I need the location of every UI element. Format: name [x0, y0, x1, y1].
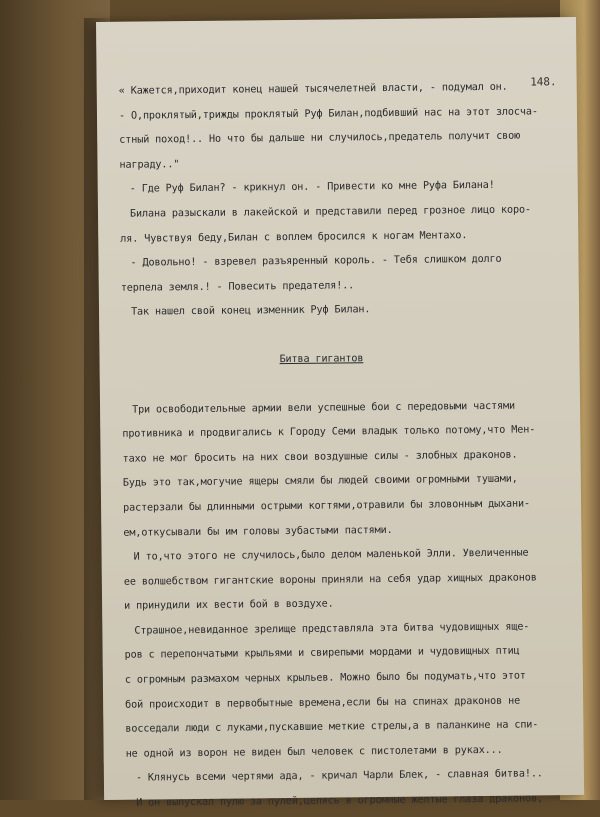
text-line: награду.."	[119, 158, 180, 171]
text-line: с огромным размахом черных крыльев. Можно было бы подумать,что этот	[124, 670, 526, 686]
text-line: бой происходит в первобытные времена,если бы на спинах драконов не	[125, 695, 521, 711]
text-line: противника и продвигались к Городу Семи владык только потому,что Мен-	[122, 424, 536, 440]
text-line: « Кажется,приходит конец нашей тысячелетней власти, - подумал он.	[118, 81, 508, 97]
text-line: - Где Руф Билан? - крикнул он. - Привести ко мне Руфа Билана!	[129, 180, 495, 196]
section-title: Битва гигантов	[279, 353, 364, 366]
text-line: ля. Чувствуя беду,Билан с воплем бросился к ногам Ментахо.	[120, 229, 468, 245]
text-line: Билана разыскали в лакейской и представили перед грозное лицо коро-	[129, 204, 531, 220]
text-line: И то,что этого не случилось,было делом маленькой Элли. Увеличенные	[133, 547, 529, 563]
text-line: ров с перепончатыми крыльями и свирепыми мордами и чудовищных птиц	[124, 646, 520, 662]
text-line: ем,откусывали бы им головы зубастыми пастями.	[123, 524, 393, 539]
page-text	[119, 75, 579, 816]
page-number: 148.	[530, 75, 557, 89]
text-line: не одной из ворон не виден был человек с пистолетами в руках...	[125, 744, 503, 760]
text-line: - О,проклятый,трижды проклятый Руф Билан,подбивший нас на этот злосча-	[118, 105, 538, 122]
text-line: - Клянусь всеми чертями ада, - кричал Чарли Блек, - славная битва!..	[135, 768, 543, 785]
text-line: Страшное,невиданное зрелище представляла эта битва чудовищных яще-	[134, 621, 530, 637]
text-line: - Довольно! - взревел разъяренный король. - Тебя слишком долго	[130, 253, 502, 269]
text-line: ее волшебством гигантские вороны приняли на себя удар хищных драконов	[123, 572, 537, 588]
text-line: Будь это так,могучие ящеры смяли бы людей своими огромными тушами,	[122, 473, 518, 490]
text-line: восседали люди с луками,пускавшие меткие стрелы,а в паланкине на спи-	[125, 719, 539, 735]
text-line: И он выпускал пулю за пулей,целясь в огромные желтые глаза драконов,	[136, 793, 544, 809]
text-line: терпела земля.! - Повесить предателя!..	[120, 280, 355, 294]
text-line: растерзали бы длинными острыми когтями,отравили бы зловонным дыхани-	[123, 498, 531, 514]
text-line: Так нашел свой конец изменник Руф Билан.	[130, 304, 371, 318]
text-line: Три освободительные армии вели успешные бои с передовыми частями	[132, 400, 516, 416]
text-line: тахо не мог бросить на них свои воздушные силы - злобных драконов.	[122, 449, 518, 465]
text-line: и принудили их вести бой в воздухе.	[124, 598, 334, 613]
typewritten-page	[96, 17, 584, 809]
text-line: стный поход!.. Но что бы дальше ни случилось,предатель получит свою	[119, 130, 521, 146]
